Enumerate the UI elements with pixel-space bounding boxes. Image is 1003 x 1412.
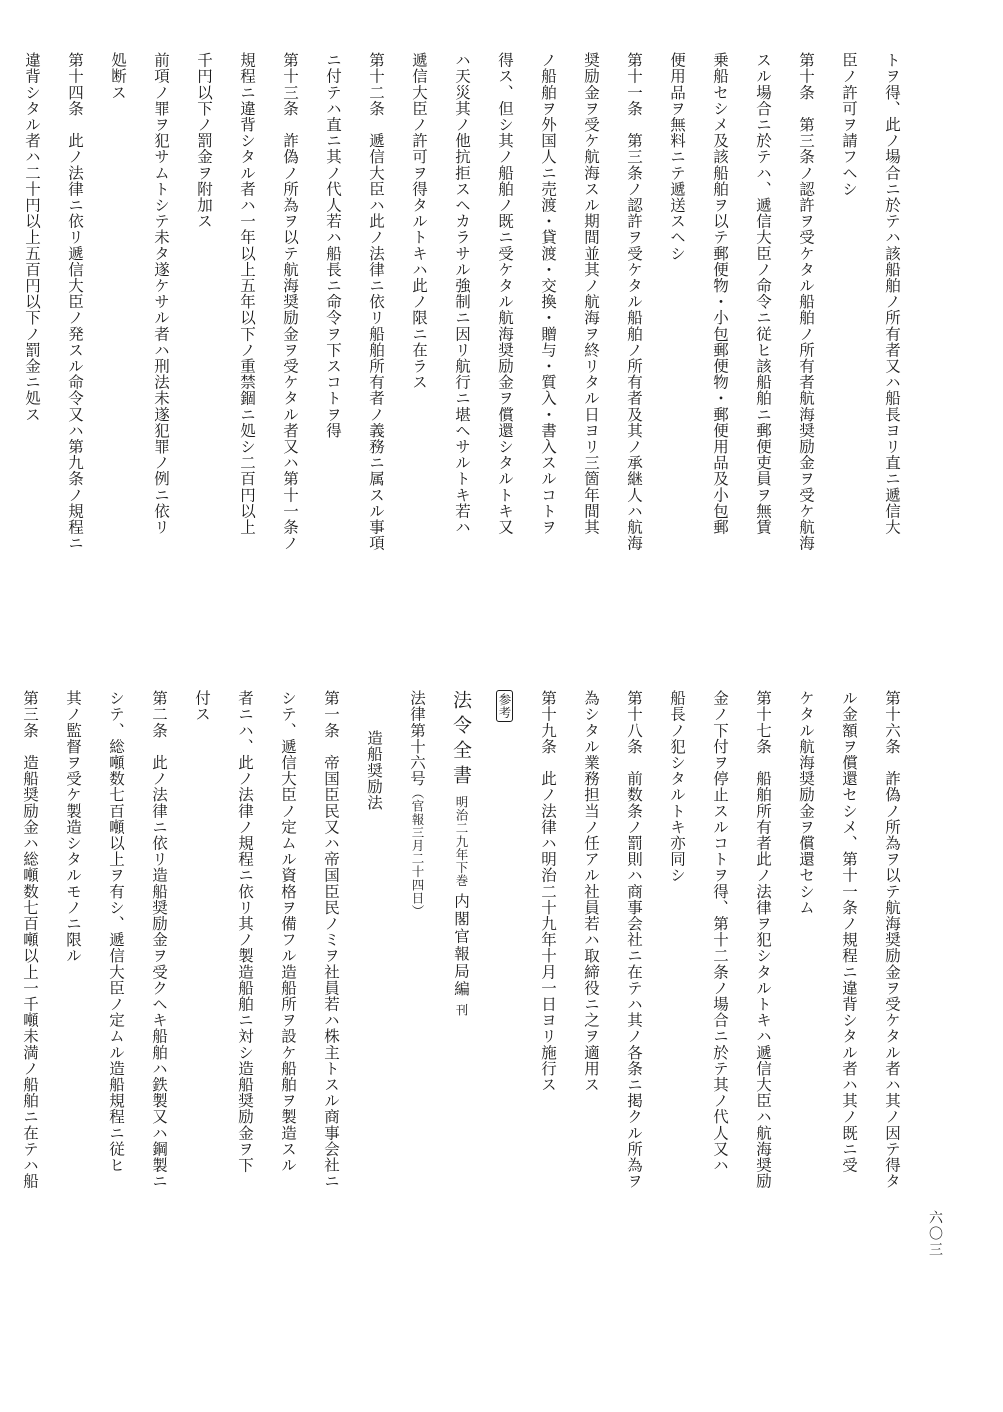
page-number: 六〇三 [927, 1210, 943, 1258]
text-column: 第十二条 遞信大臣ハ此ノ法律ニ依リ船舶所有者ノ義務ニ属スル事項 [367, 52, 385, 552]
text-column: スル場合ニ於テハ、遞信大臣ノ命令ニ従ヒ該船舶ニ郵便吏員ヲ無賃 [754, 52, 772, 535]
text-column: ル金額ヲ償還セシメ、第十一条ノ規程ニ違背シタル者ハ其ノ既ニ受 [840, 690, 858, 1173]
reference-label: 参考 [496, 690, 513, 722]
text-column: 便用品ヲ無料ニテ遞送スヘシ [668, 52, 686, 262]
text-column: 第十六条 詐偽ノ所為ヲ以テ航海奨励金ヲ受ケタル者ハ其ノ因テ得タ [883, 690, 901, 1190]
reference-editor: 内閣官報局編 [452, 892, 470, 998]
text-column: シテ、遞信大臣ノ定ムル資格ヲ備フル造船所ヲ設ケ船舶ヲ製造スル [279, 690, 297, 1173]
text-column: 第十四条 此ノ法律ニ依リ遞信大臣ノ発スル命令又ハ第九条ノ規程ニ [66, 52, 84, 552]
reference-published: 刊 [454, 1003, 469, 1017]
text-column: 金ノ下付ヲ停止スルコトヲ得、第十二条ノ場合ニ於テ其ノ代人又ハ [711, 690, 729, 1173]
text-column [0, 52, 10, 652]
text-column: ハ天災其ノ他抗拒スヘカラサル強制ニ因リ航行ニ堪ヘサルトキ若ハ [453, 52, 471, 535]
text-column: 奨励金ヲ受ケ航海スル期間並其ノ航海ヲ終リタル日ヨリ三箇年間其 [582, 52, 600, 535]
text-column: 前項ノ罪ヲ犯サムトシテ未タ遂ケサル者ハ刑法未遂犯罪ノ例ニ依リ [152, 52, 170, 535]
law-name: 造船奨励法 [365, 730, 383, 811]
law-number-column [395, 690, 439, 1330]
law-number: 法律第十六号 [408, 690, 426, 787]
text-column: 乗船セシメ及該船舶ヲ以テ郵便物・小包郵便物・郵便用品及小包郵 [711, 52, 729, 535]
text-column: 第二条 此ノ法律ニ依リ造船奨励金ヲ受クヘキ船舶ハ鉄製又ハ鋼製ニ [150, 690, 168, 1190]
text-column: 船長ノ犯シタルトキ亦同シ [668, 690, 686, 884]
text-column: 得ス、但シ其ノ船舶ノ既ニ受ケタル航海奨励金ヲ償還シタルトキ又 [496, 52, 514, 535]
text-column: シテ、総噸数七百噸以上ヲ有シ、遞信大臣ノ定ムル造船規程ニ従ヒ [107, 690, 125, 1173]
text-column: 臣ノ許可ヲ請フヘシ [840, 52, 858, 197]
text-column: ニ付テハ直ニ其ノ代人若ハ船長ニ命令ヲ下スコトヲ得 [324, 52, 342, 439]
text-column: 其ノ監督ヲ受ケ製造シタルモノニ限ル [64, 690, 82, 964]
law-gazette: （官報三月二十四日） [410, 786, 425, 918]
text-column: 第十七条 船舶所有者此ノ法律ヲ犯シタルトキハ遞信大臣ハ航海奨励 [754, 690, 772, 1190]
upper-text-block [0, 52, 913, 652]
text-column: 為シタル業務担当ノ任アル社員若ハ取締役ニ之ヲ適用ス [582, 690, 600, 1093]
text-column: 第十一条 第三条ノ認許ヲ受ケタル船舶ノ所有者及其ノ承継人ハ航海 [625, 52, 643, 552]
text-column: 第三条 造船奨励金ハ総噸数七百噸以上一千噸未満ノ船舶ニ在テハ船 [21, 690, 39, 1190]
text-column: 第十条 第三条ノ認許ヲ受ケタル船舶ノ所有者航海奨励金ヲ受ケ航海 [797, 52, 815, 552]
text-column: 遞信大臣ノ許可ヲ得タルトキハ此ノ限ニ在ラス [410, 52, 428, 391]
text-column: トヲ得、此ノ場合ニ於テハ該船舶ノ所有者又ハ船長ヨリ直ニ遞信大 [883, 52, 901, 535]
text-column: 千円以下ノ罰金ヲ附加ス [195, 52, 213, 230]
text-column: 者ニハ、此ノ法律ノ規程ニ依リ其ノ製造船舶ニ対シ造船奨励金ヲ下 [236, 690, 254, 1173]
reference-title: 法令全書 [450, 690, 472, 790]
text-column: 第一条 帝国臣民又ハ帝国臣民ノミヲ社員若ハ株主トスル商事会社ニ [322, 690, 340, 1190]
reference-label-column [483, 690, 526, 1330]
text-column [0, 690, 8, 1330]
text-column: 処断ス [109, 52, 127, 101]
text-column: ケタル航海奨励金ヲ償還セシム [797, 690, 815, 916]
text-column: 第十九条 此ノ法律ハ明治二十九年十月一日ヨリ施行ス [539, 690, 557, 1093]
text-column: ノ船舶ヲ外国人ニ売渡・貸渡・交換・贈与・質入・書入スルコトヲ [539, 52, 557, 535]
text-column: 規程ニ違背シタル者ハ一年以上五年以下ノ重禁錮ニ処シ二百円以上 [238, 52, 256, 535]
text-column: 第十八条 前数条ノ罰則ハ商事会社ニ在テハ其ノ各条ニ掲クル所為ヲ [625, 690, 643, 1190]
reference-volume: 明治二九年下巻 [454, 795, 469, 888]
text-column: 違背シタル者ハ二十円以上五百円以下ノ罰金ニ処ス [23, 52, 41, 423]
reference-heading [439, 690, 483, 1330]
text-column: 第十三条 詐偽ノ所為ヲ以テ航海奨励金ヲ受ケタル者又ハ第十一条ノ [281, 52, 299, 552]
text-column: 付ス [193, 690, 211, 723]
lower-text-block [0, 690, 913, 1330]
